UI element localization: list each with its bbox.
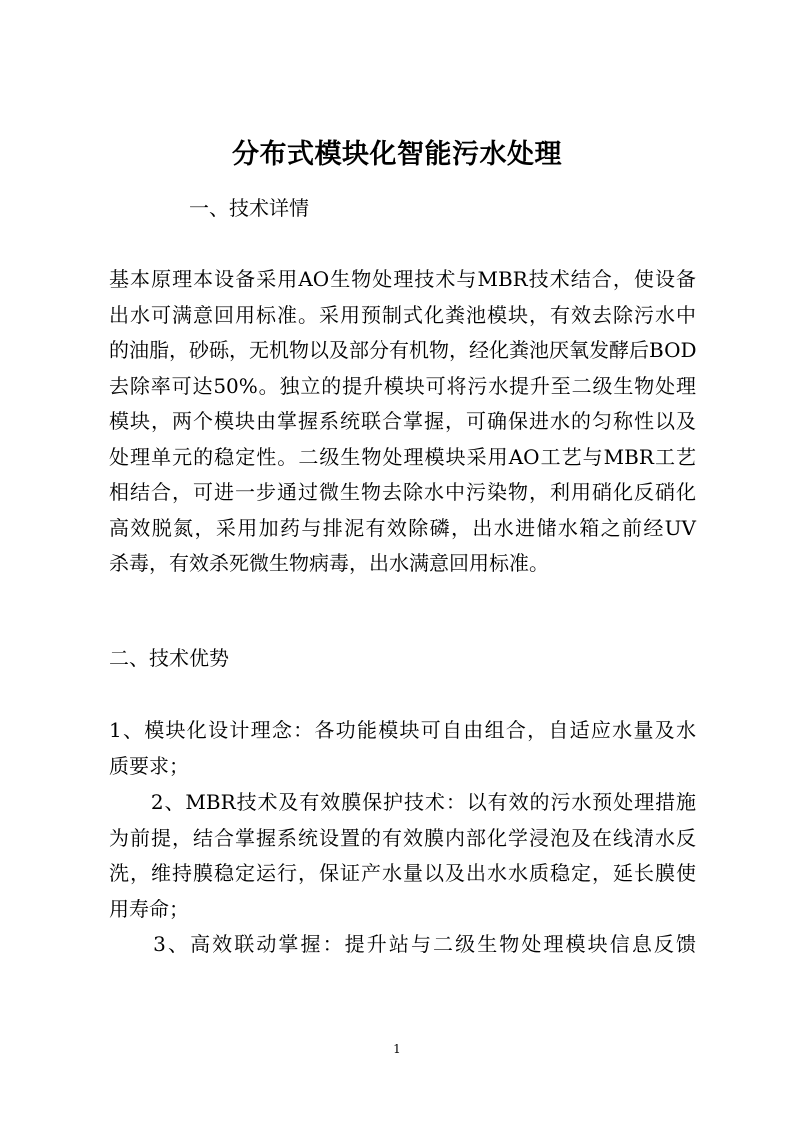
text-line: 出水可满意回用标准。采用预制式化粪池模块，有效去除污水中 xyxy=(109,302,696,327)
text-line: 为前提，结合掌握系统设置的有效膜内部化学浸泡及在线清水反 xyxy=(109,825,696,850)
section-heading-details: 一、技术详情 xyxy=(189,196,309,220)
document-title: 分布式模块化智能污水处理 xyxy=(232,139,562,170)
advantage-item-1 xyxy=(109,713,696,784)
text-line: 1、模块化设计理念：各功能模块可自由组合，自适应水量及水 xyxy=(109,718,696,742)
text-line: 杀毒，有效杀死微生物病毒，出水满意回用标准。 xyxy=(109,551,549,575)
text-line: 的油脂，砂砾，无机物以及部分有机物，经化粪池厌氧发酵后BOD xyxy=(109,338,697,362)
paragraph-technical-details xyxy=(109,262,696,582)
section-heading-advantages: 二、技术优势 xyxy=(109,646,229,670)
text-line: 去除率可达50%。独立的提升模块可将污水提升至二级生物处理 xyxy=(109,373,696,398)
advantage-item-2 xyxy=(109,785,696,927)
text-line: 高效脱氮，采用加药与排泥有效除磷，出水进储水箱之前经UV xyxy=(109,515,696,540)
text-line: 质要求； xyxy=(109,753,189,778)
text-line: 模块，两个模块由掌握系统联合掌握，可确保进水的匀称性以及 xyxy=(109,409,696,433)
text-line: 基本原理本设备采用AO生物处理技术与MBR技术结合，使设备 xyxy=(109,267,696,291)
page-number: 1 xyxy=(393,1042,401,1056)
text-line: 洗，维持膜稳定运行，保证产水量以及出水水质稳定，延长膜使 xyxy=(109,861,696,885)
advantage-item-3 xyxy=(109,927,696,963)
text-line: 相结合，可进一步通过微生物去除水中污染物，利用硝化反硝化 xyxy=(109,480,696,504)
text-line: 2、MBR技术及有效膜保护技术：以有效的污水预处理措施 xyxy=(109,790,696,814)
text-line: 用寿命； xyxy=(109,896,189,921)
text-line: 处理单元的稳定性。二级生物处理模块采用AO工艺与MBR工艺 xyxy=(109,444,696,469)
text-line: 3、高效联动掌握：提升站与二级生物处理模块信息反馈 xyxy=(109,932,696,956)
